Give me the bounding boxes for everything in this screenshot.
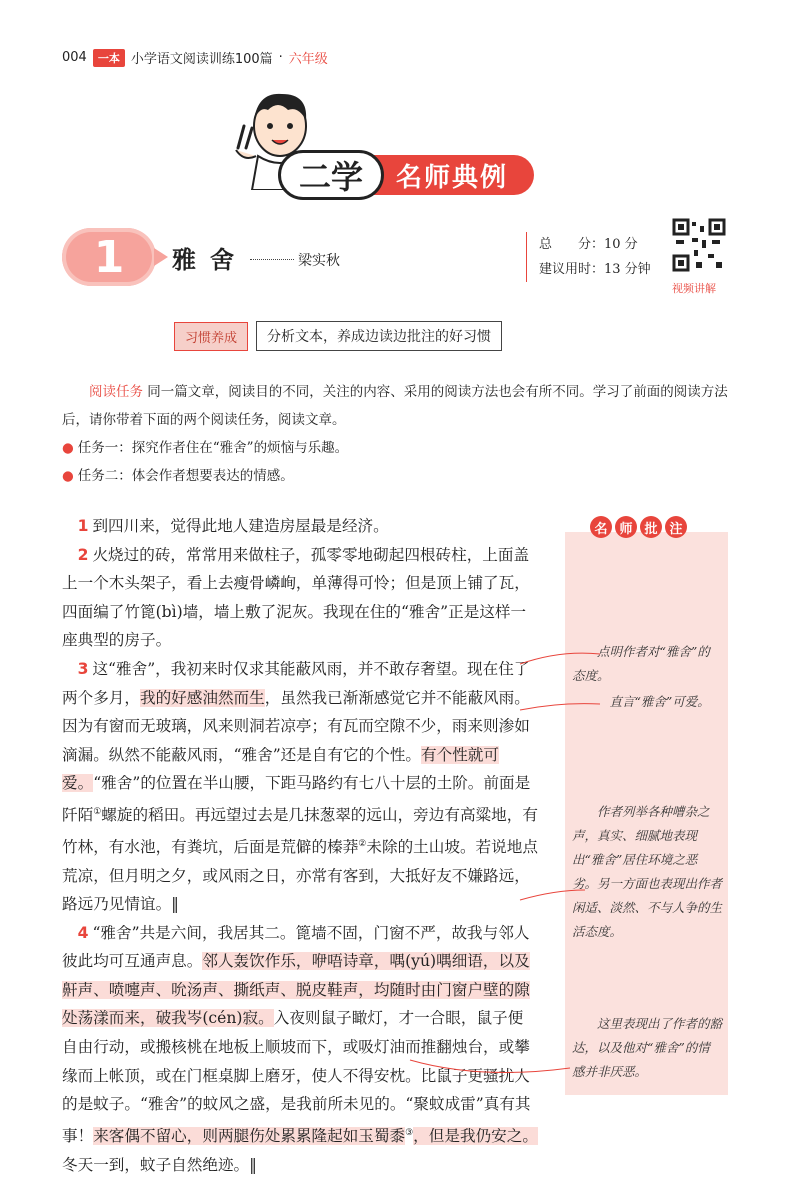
lesson-author: 梁实秋 [298, 253, 340, 269]
lesson-title: 雅舍 [172, 245, 248, 274]
task-intro: 同一篇文章，阅读目的不同，关注的内容、采用的阅读方法也会有所不同。学习了前面的阅读方法后，请你带着下面的两个阅读任务，阅读文章。 [62, 384, 728, 428]
paragraph-text: 螺旋的稻田。再远望过去是几抹葱翠的远山，旁边有高粱地，有竹林，有水池，有粪坑，后面是荒僻的榛莽 [62, 806, 538, 856]
notes-title-char: 注 [665, 516, 687, 538]
paragraph-text: 未除的土山坡。若说地点荒凉，但月明之夕，或风雨之日，亦常有客到，大抵好友不嫌路远，路远乃见情谊。‖ [62, 837, 538, 914]
task-2-text: 任务二：体会作者想要表达的情感。 [77, 468, 294, 484]
note-1: 点明作者对“雅舍”的态度。 [572, 644, 710, 683]
notes-title-char: 批 [640, 516, 662, 538]
title-separator: · [278, 50, 283, 65]
lesson-number-badge: 1 [62, 228, 156, 286]
banner-part: 二学 [278, 150, 384, 200]
footnote-marker: ② [358, 838, 367, 849]
task-1 [62, 434, 734, 462]
section-banner [278, 150, 534, 200]
paragraph-text: 火烧过的砖，常常用来做柱子，孤零零地砌起四根砖柱，上面盖上一个木头架子，看上去瘦骨嶙峋，单薄得可怜；但是顶上铺了瓦，四面编了竹篦(bì)墙，墙上敷了泥灰。我现在住的“雅舍”正是这样一座典型的房子。 [62, 545, 530, 650]
note-3: 作者列举各种嘈杂之声，真实、细腻地表现出“雅舍”居住环境之恶劣。另一方面也表现出作者闲适、淡然、不与人争的生活态度。 [572, 804, 723, 939]
notes-title-char: 师 [615, 516, 637, 538]
banner-name: 名师典例 [366, 155, 534, 195]
lesson-info [526, 232, 651, 282]
annotated-text: 有个性就可爱。 [62, 745, 499, 793]
paragraph-number: 4 [77, 923, 89, 942]
qr-code-icon[interactable] [672, 218, 726, 272]
paragraph-text: 入夜则鼠子瞰灯，才一合眼，鼠子便自由行动，或搬核桃在地板上顺坡而下，或吸灯油而推翻烛台，或攀缘而上帐顶，或在门框桌脚上磨牙，使人不得安枕。比鼠子更骚扰人的是蚊子。“雅舍”的蚊风之盛，是我前所未见的。“聚蚊成雷”真有其事！ [62, 1009, 531, 1146]
paragraph-text: ，虽然我已渐渐感觉它并不能蔽风雨。因为有窗而无玻璃，风来则洞若凉亭；有瓦而空隙不少，雨来则渗如滴漏。纵然不能蔽风雨，“雅舍”还是自有它的个性。 [62, 688, 530, 764]
paragraph-text: 这“雅舍”，我初来时仅求其能蔽风雨，并不敢存奢望。现在住了两个多月， [62, 659, 530, 707]
suggested-time: 建议用时：13 分钟 [539, 262, 651, 277]
paragraph-number: 1 [77, 517, 89, 535]
annotated-text: ，但是我仍安之。 [413, 1127, 538, 1146]
habit-tag: 习惯养成 [174, 322, 248, 351]
page-number: 004 [62, 50, 87, 65]
notes-title-char: 名 [590, 516, 612, 538]
task-2 [62, 462, 734, 490]
habit-box [174, 321, 502, 351]
total-score: 总 分：10 分 [539, 237, 638, 252]
note-4: 这里表现出了作者的豁达，以及他对“雅舍”的情感并非厌恶。 [572, 1016, 723, 1079]
title-dotted-leader [250, 259, 294, 260]
paragraph-text: 冬天一到，蚊子自然绝迹。‖ [62, 1155, 257, 1174]
page-header [62, 48, 328, 67]
task-1-text: 任务一：探究作者住在“雅舍”的烦恼与乐趣。 [77, 440, 349, 456]
paragraph-text: 到四川来，觉得此地人建造房屋最是经济。 [92, 517, 389, 535]
habit-text: 分析文本，养成边读边批注的好习惯 [256, 321, 502, 351]
paragraph-4 [62, 919, 538, 1179]
reading-task [62, 378, 734, 490]
note-2: 直言“雅舍”可爱。 [609, 694, 710, 709]
footnote-marker: ③ [405, 1127, 414, 1138]
paragraph-1 [62, 512, 538, 541]
article-body [62, 512, 538, 1179]
grade-label: 六年级 [288, 52, 328, 67]
annotated-text: 来客偶不留心，则两腿伤处累累隆起如玉蜀黍 [93, 1127, 406, 1146]
annotated-text: 邻人轰饮作乐，咿唔诗章，喁(yú)喁细语，以及鼾声、喷嚏声、吮汤声、撕纸声、脱皮鞋声，均随时由门窗户壁的隙处荡漾而来，破我岑(cén)寂。 [62, 952, 530, 1028]
bullet-icon: ● [62, 440, 74, 456]
paragraph-number: 3 [77, 659, 89, 678]
task-label: 阅读任务 [89, 384, 143, 400]
paragraph-text: “雅舍”的位置在半山腰，下距马路约有七八十层的土阶。前面是阡陌 [62, 774, 531, 825]
paragraph-2 [62, 541, 538, 655]
video-label[interactable]: 视频讲解 [672, 282, 716, 295]
brand-logo: 一本 [93, 49, 125, 67]
task-intro-line [62, 378, 734, 434]
notes-title [590, 516, 687, 538]
bullet-icon: ● [62, 468, 74, 484]
footnote-marker: ① [93, 806, 102, 817]
paragraph-3 [62, 655, 538, 919]
book-title: 小学语文阅读训练100篇 [130, 52, 273, 67]
paragraph-text: “雅舍”共是六间，我居其二。篦墙不固，门窗不严，故我与邻人彼此均可互通声息。 [62, 923, 530, 971]
annotated-text: 我的好感油然而生 [139, 688, 265, 707]
paragraph-number: 2 [77, 545, 89, 564]
